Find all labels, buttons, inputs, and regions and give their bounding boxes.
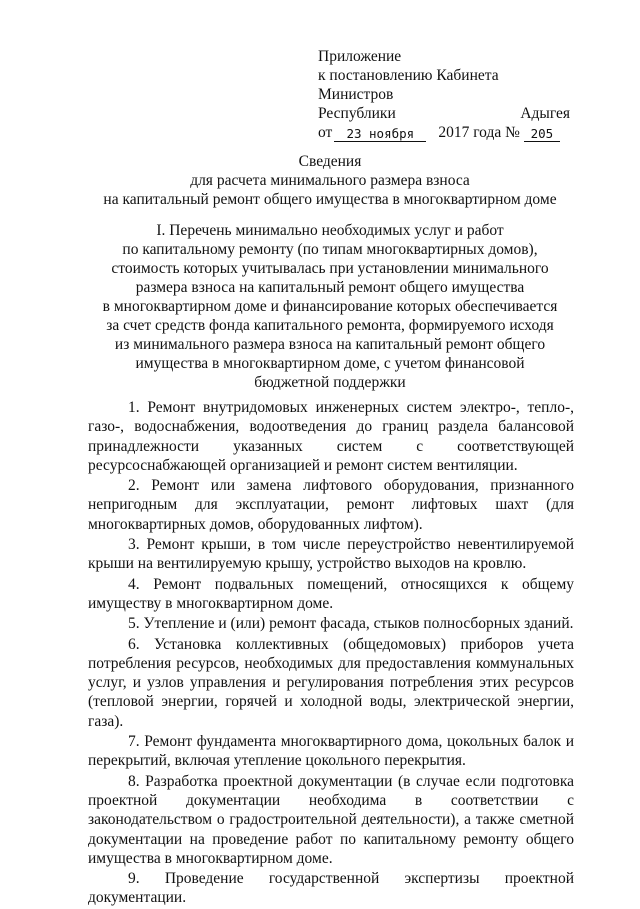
list-item: 1. Ремонт внутридомовых инженерных систем электро-, тепло-, газо-, водоснабжения, водоотведения до границ раздела балансовой принадлежности указанных систем с соответствующей ресурсоснабжающей организацией и ремонт систем вентиляции. — [88, 399, 574, 474]
title-line-1: Сведения — [298, 153, 362, 170]
appendix-region: Адыгея — [520, 105, 570, 122]
list-item: 8. Разработка проектной документации (в случае если подготовка проектной документации необходима в соответствии с законодательством о градостроительной деятельности), а также сметной документации на проведение работ по капитальному ремонту общего имущества в многоквартирном доме. — [88, 772, 574, 867]
list-item: 7. Ремонт фундамента многоквартирного дома, цокольных балок и перекрытий, включая утепление цокольного перекрытия. — [88, 733, 574, 770]
appendix-line-3 — [318, 104, 570, 123]
appendix-line-2: к постановлению Кабинета Министров — [318, 67, 499, 103]
list-item: 2. Ремонт или замена лифтового оборудования, признанного непригодным для эксплуатации, ремонт лифтовых шахт (для многоквартирных домов, оборудованных лифтом). — [88, 477, 574, 533]
section-line: размера взноса на капитальный ремонт общего имущества — [135, 279, 525, 296]
section-line: стоимость которых учитывалась при установлении минимального — [111, 260, 549, 277]
date-prefix: от — [318, 124, 333, 141]
section-line: бюджетной поддержки — [254, 374, 406, 391]
list-item: 3. Ремонт крыши, в том числе переустройство невентилируемой крыши на вентилируемую крышу, устройство выходов на кровлю. — [88, 536, 574, 573]
appendix-date-row — [318, 123, 570, 142]
title-line-2: для расчета минимального размера взноса — [190, 172, 470, 189]
list-item: 4. Ремонт подвальных помещений, относящихся к общему имуществу в многоквартирном доме. — [88, 575, 574, 612]
handwritten-number: 205 — [524, 127, 560, 142]
appendix-republic: Республики — [318, 105, 396, 122]
section-line: в многоквартирном доме и финансирование которых обеспечивается — [102, 298, 558, 315]
list-item: 5. Утепление и (или) ремонт фасада, стыков полносборных зданий. — [128, 615, 574, 633]
section-line: из минимального размера взноса на капитальный ремонт общего — [114, 336, 546, 353]
list-item: 9. Проведение государственной экспертизы проектной документации. — [88, 870, 574, 907]
date-year: 2017 года № — [438, 124, 520, 141]
section-heading — [60, 221, 600, 392]
section-line: I. Перечень минимально необходимых услуг и работ — [156, 222, 504, 239]
section-line: имущества в многоквартирном доме, с учетом финансовой — [135, 355, 525, 372]
section-line: по капитальному ремонту (по типам многоквартирных домов), — [122, 241, 538, 258]
appendix-header — [318, 47, 570, 142]
handwritten-date: 23 ноября — [334, 127, 426, 142]
document-title — [60, 152, 600, 209]
appendix-line-1: Приложение — [318, 48, 402, 65]
services-list — [88, 398, 574, 909]
list-item: 6. Установка коллективных (общедомовых) приборов учета потребления ресурсов, необходимых для предоставления коммунальных услуг, и узлов управления и регулирования потребления этих ресурсов (тепловой энергии, горячей и холодной воды, электрической энергии, газа). — [88, 635, 574, 730]
title-line-3: на капитальный ремонт общего имущества в многоквартирном доме — [103, 191, 557, 208]
section-line: за счет средств фонда капитального ремонта, формируемого исходя — [106, 317, 554, 334]
